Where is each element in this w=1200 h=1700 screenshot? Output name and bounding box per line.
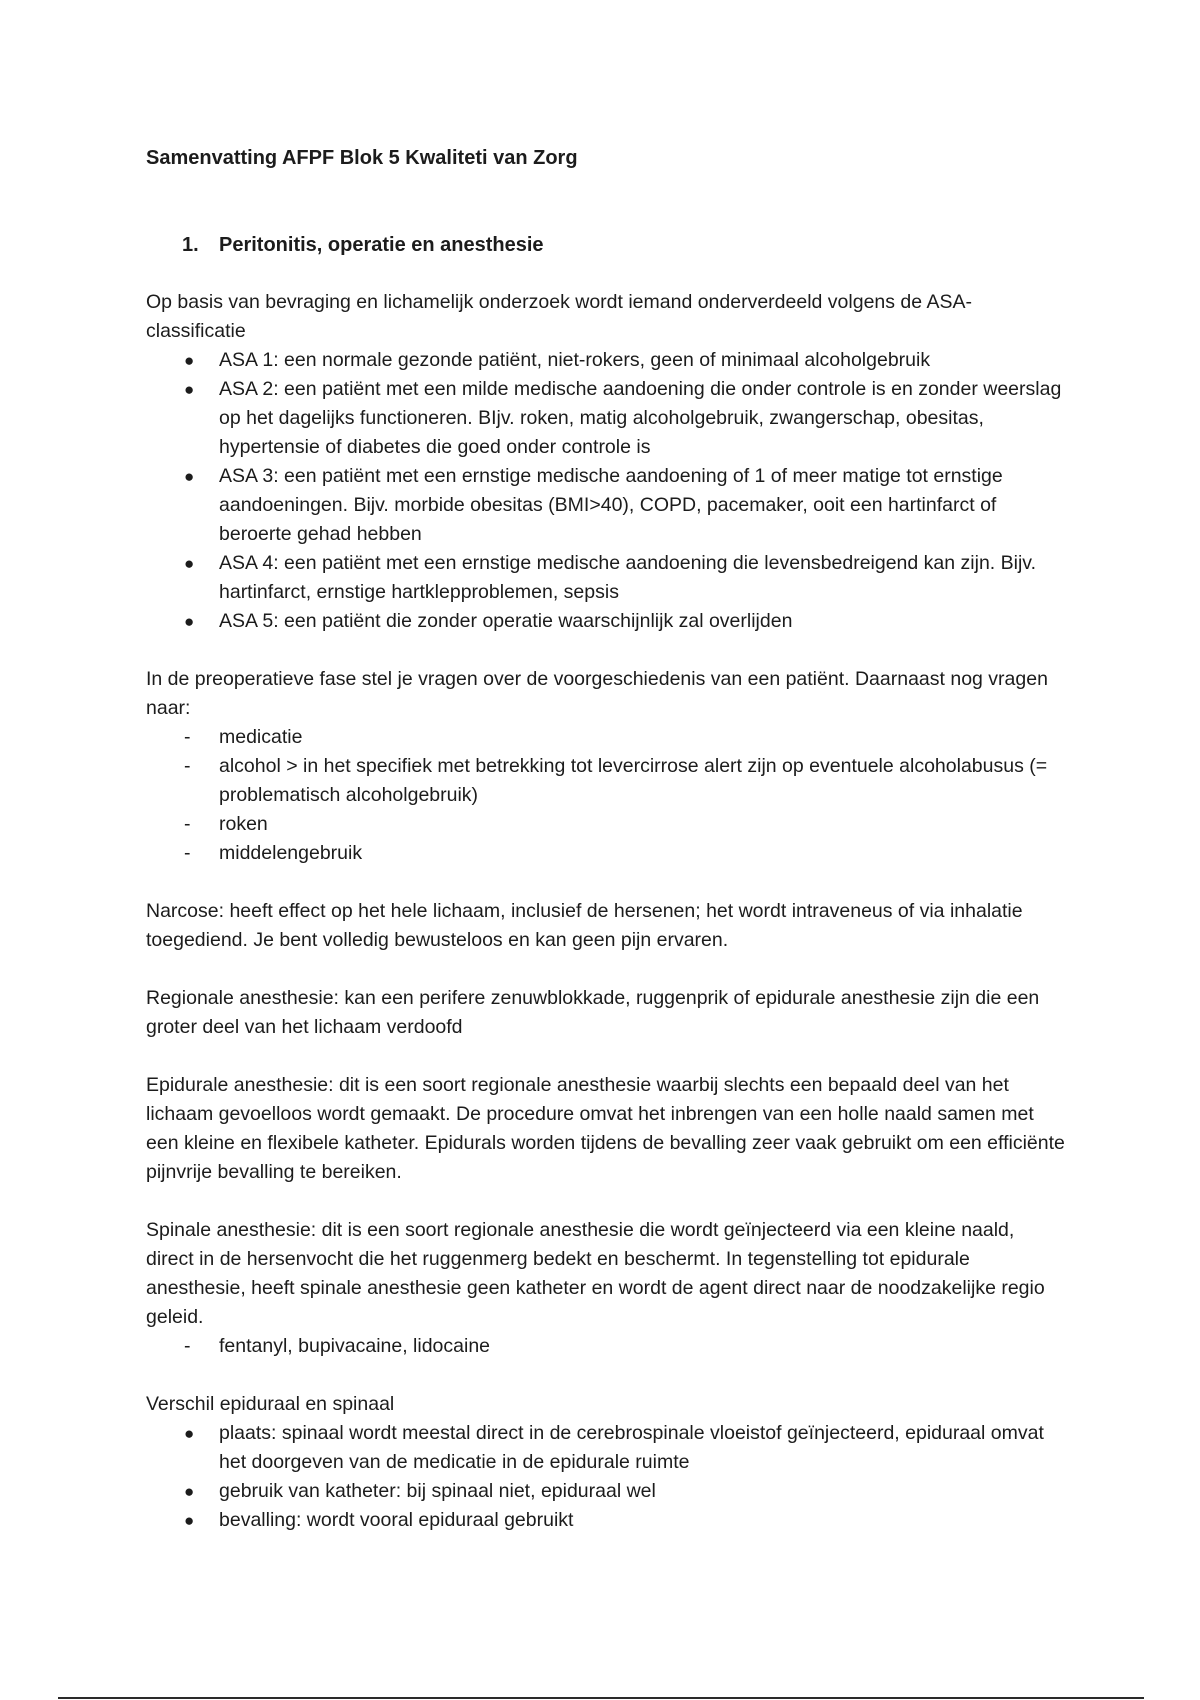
document-title: Samenvatting AFPF Blok 5 Kwaliteti van Zorg [146,147,578,169]
epidurale-paragraph: Epidurale anesthesie: dit is een soort regionale anesthesie waarbij slechts een bepaald deel van het lichaam gevoelloos wordt gemaakt. De procedure omvat het inbrengen van een holle naald samen met een kleine en flexibele katheter. Epidurals worden tijdens de bevalling zeer vaak gebruikt om een efficiënte pijnvrije bevalling te bereiken. [146,1074,1065,1183]
bullet-icon: ● [184,1482,195,1501]
spinale-paragraph: Spinale anesthesie: dit is een soort regionale anesthesie die wordt geïnjecteerd via een kleine naald, direct in de hersenvocht die het ruggenmerg bedekt en beschermt. In tegenstelling tot epidurale anesthesie, heeft spinale anesthesie geen katheter en wordt de agent direct naar de noodzakelijke regio geleid. [146,1219,1045,1328]
preop-intro-paragraph: In de preoperatieve fase stel je vragen over de voorgeschiedenis van een patiënt. Daarnaast nog vragen naar: [146,668,1048,719]
asa-item-2: ASA 2: een patiënt met een milde medische aandoening die onder controle is en zonder weerslag op het dagelijks functioneren. BIjv. roken, matig alcoholgebruik, zwangerschap, obesitas, hypertensie of diabetes die goed onder controle is [219,378,1062,458]
bullet-icon: ● [184,554,195,573]
list-item [146,723,1066,752]
verschil-item-3: bevalling: wordt vooral epiduraal gebruikt [219,1509,574,1531]
bullet-icon: ● [184,380,195,399]
section-number: 1. [182,234,199,256]
list-item [146,810,1066,839]
verschil-list [146,1419,1066,1535]
verschil-item-1: plaats: spinaal wordt meestal direct in de cerebrospinale vloeistof geïnjecteerd, epiduraal omvat het doorgeven van de medicatie in de epidurale ruimte [219,1422,1044,1473]
preop-list [146,723,1066,868]
dash-icon: - [184,1335,191,1357]
list-item [146,346,1066,375]
narcose-paragraph: Narcose: heeft effect op het hele lichaam, inclusief de hersenen; het wordt intraveneus of via inhalatie toegediend. Je bent volledig bewusteloos en kan geen pijn ervaren. [146,900,1023,951]
asa-item-1: ASA 1: een normale gezonde patiënt, niet-rokers, geen of minimaal alcoholgebruik [219,349,931,371]
list-item [146,1506,1066,1535]
list-item [146,1477,1066,1506]
list-item [146,462,1066,549]
list-item [146,549,1066,607]
preop-item-2: alcohol > in het specifiek met betrekking tot levercirrose alert zijn op eventuele alcoholabusus (= problematisch alcoholgebruik) [219,755,1048,806]
spinale-item-1: fentanyl, bupivacaine, lidocaine [219,1335,491,1357]
list-item [146,607,1066,636]
section-title: Peritonitis, operatie en anesthesie [219,234,544,256]
dash-icon: - [184,726,191,748]
page-divider [58,1697,1144,1699]
bullet-icon: ● [184,467,195,486]
dash-icon: - [184,813,191,835]
dash-icon: - [184,842,191,864]
asa-item-3: ASA 3: een patiënt met een ernstige medische aandoening of 1 of meer matige tot ernstige aandoeningen. Bijv. morbide obesitas (BMI>40), COPD, pacemaker, ooit een hartinfarct of beroerte gehad hebben [219,465,1003,545]
bullet-icon: ● [184,1424,195,1443]
bullet-icon: ● [184,612,195,631]
spinale-list [146,1332,1066,1361]
preop-item-1: medicatie [219,726,303,748]
asa-item-4: ASA 4: een patiënt met een ernstige medische aandoening die levensbedreigend kan zijn. Bijv. hartinfarct, ernstige hartklepproblemen, sepsis [219,552,1037,603]
asa-list [146,346,1066,636]
document-content [146,143,1066,1535]
section-heading [146,230,1066,260]
list-item [146,1332,1066,1361]
verschil-intro-paragraph: Verschil epiduraal en spinaal [146,1393,395,1415]
regionale-paragraph: Regionale anesthesie: kan een perifere zenuwblokkade, ruggenprik of epidurale anesthesie zijn die een groter deel van het lichaam verdoofd [146,987,1040,1038]
preop-item-3: roken [219,813,268,835]
bullet-icon: ● [184,1511,195,1530]
verschil-item-2: gebruik van katheter: bij spinaal niet, epiduraal wel [219,1480,656,1502]
list-item [146,375,1066,462]
list-item [146,1419,1066,1477]
preop-item-4: middelengebruik [219,842,363,864]
list-item [146,752,1066,810]
asa-item-5: ASA 5: een patiënt die zonder operatie waarschijnlijk zal overlijden [219,610,793,632]
bullet-icon: ● [184,351,195,370]
list-item [146,839,1066,868]
asa-intro-paragraph: Op basis van bevraging en lichamelijk onderzoek wordt iemand onderverdeeld volgens de ASA-classificatie [146,291,972,342]
dash-icon: - [184,755,191,777]
